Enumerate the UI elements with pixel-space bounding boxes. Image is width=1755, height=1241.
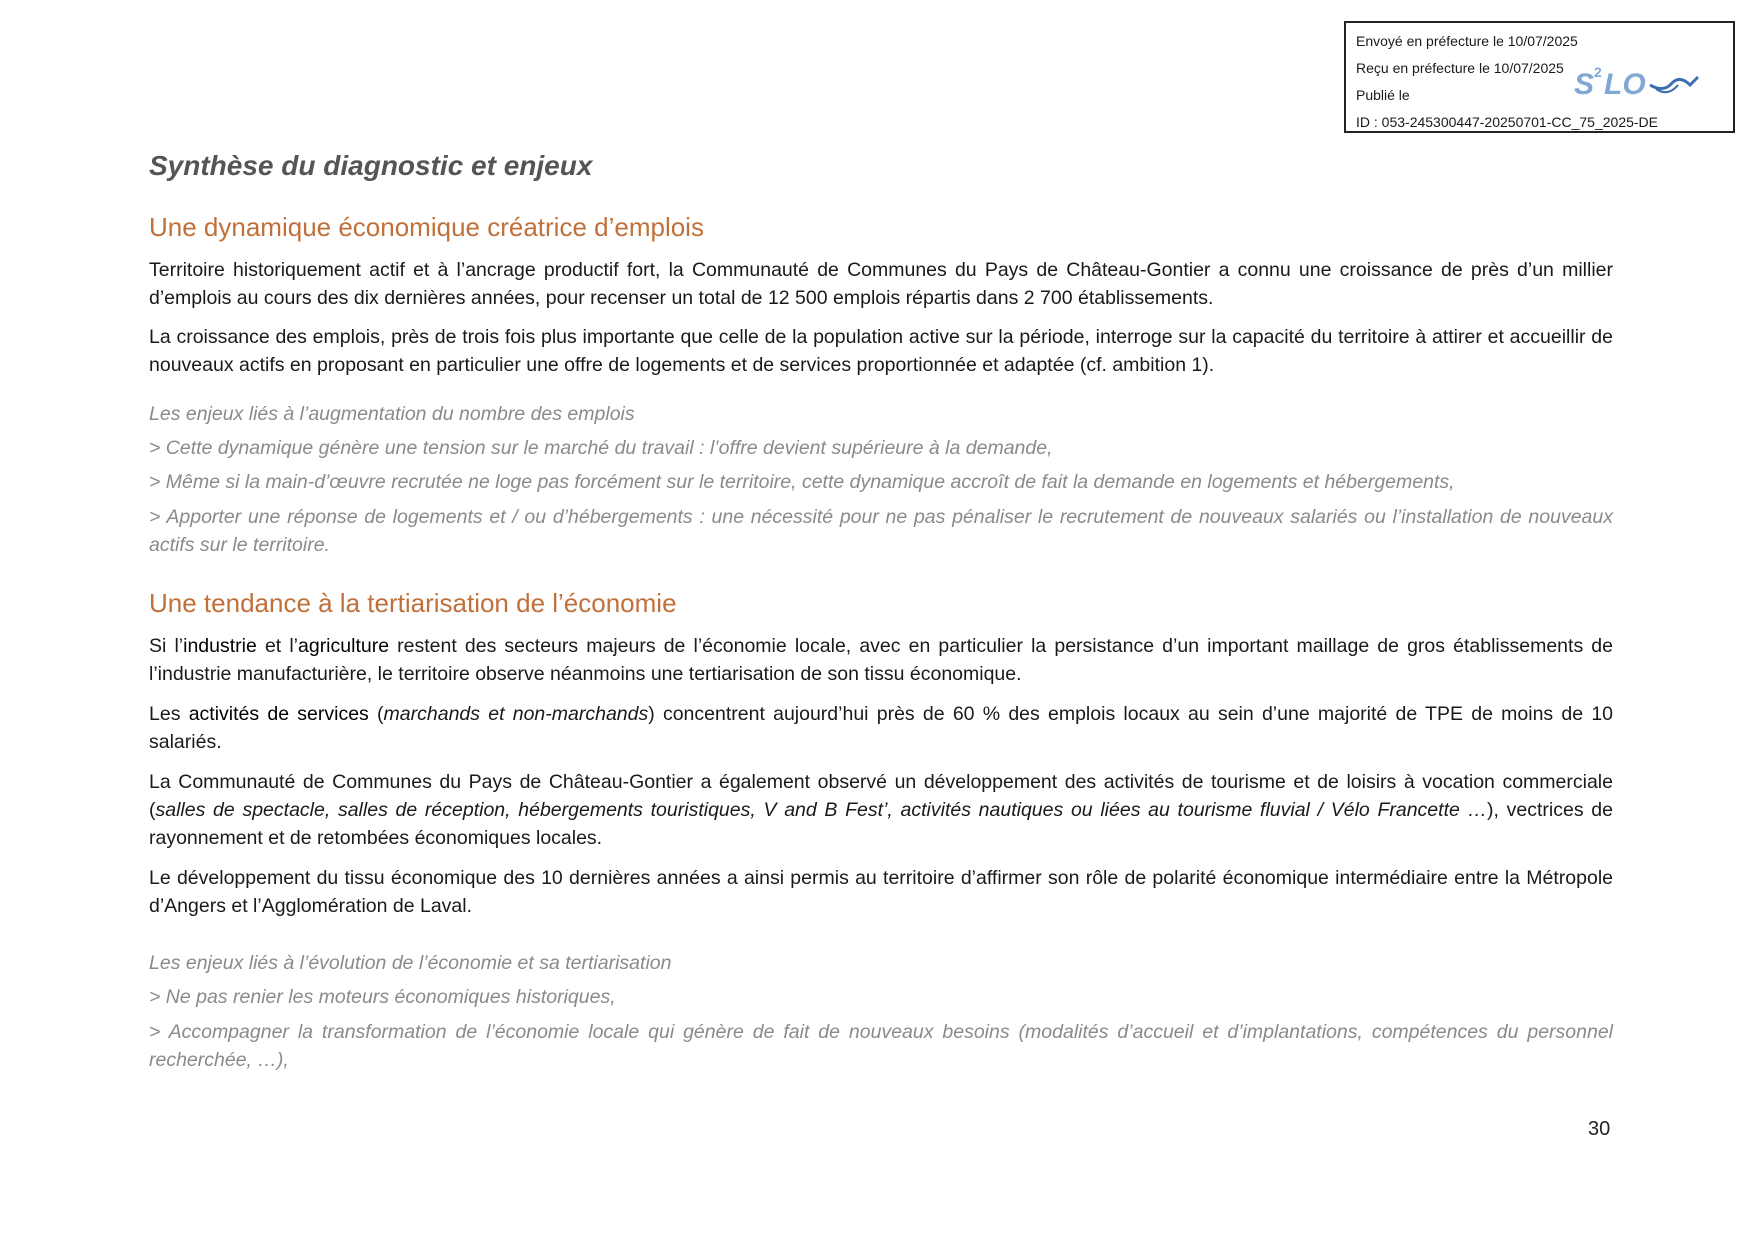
section1-heading: Une dynamique économique créatrice d’emplois [149,212,704,242]
svg-text:LO: LO [1604,68,1646,101]
section1-enjeux-title: Les enjeux liés à l’augmentation du nombre des emplois [149,403,635,425]
section2-paragraph-2: Les activités de services (marchands et non-marchands) concentrent aujourd’hui près de 60 % des emplois locaux au sein d’une majorité de TPE de moins de 10 salariés. [149,703,1614,753]
section1-enjeu-3: > Apporter une réponse de logements et / ou d’hébergements : une nécessité pour ne pas pénaliser le recrutement de nouveaux salariés ou l’installation de nouveaux actifs sur le territoire. [149,506,1613,556]
stamp-received: Reçu en préfecture le 10/07/2025 [1356,60,1564,76]
section1-paragraph-2: La croissance des emplois, près de trois fois plus importante que celle de la population active sur la période, interroge sur la capacité du territoire à attirer et accueillir de nouveaux actifs en proposant en particulier une offre de logements et de services proportionnée et adaptée (cf. ambition 1). [149,326,1613,376]
stamp-sent: Envoyé en préfecture le 10/07/2025 [1356,33,1578,49]
page-number: 30 [1588,1118,1611,1140]
section2-paragraph-3: La Communauté de Communes du Pays de Château-Gontier a également observé un développement des activités de tourisme et de loisirs à vocation commerciale (salles de spectacle, salles de réception, hébergements touristiques, V and B Fest’, activités nautiques ou liées au tourisme fluvial / Vélo Francette …), vectrices de rayonnement et de retombées économiques locales. [149,771,1613,849]
s2lo-logo [1572,63,1702,103]
section2-paragraph-1: Si l’industrie et l’agriculture restent des secteurs majeurs de l’économie locale, avec en particulier la persistance d’un important maillage de gros établissements de l’industrie manufacturière, le territoire observe néanmoins une tertiarisation de son tissu économique. [149,635,1614,685]
section1-paragraph-1: Territoire historiquement actif et à l’ancrage productif fort, la Communauté de Communes du Pays de Château-Gontier a connu une croissance de près d’un millier d’emplois au cours des dix dernières années, pour recenser un total de 12 500 emplois répartis dans 2 700 établissements. [149,259,1613,309]
section2-enjeu-2: > Accompagner la transformation de l’économie locale qui génère de fait de nouveaux besoins (modalités d’accueil et d’implantations, compétences du personnel recherchée, …), [149,1021,1613,1071]
section2-enjeux-title: Les enjeux liés à l’évolution de l’économie et sa tertiarisation [149,952,672,974]
svg-text:S: S [1574,68,1595,101]
stamp-id: ID : 053-245300447-20250701-CC_75_2025-DE [1356,114,1658,130]
section2-enjeu-1: > Ne pas renier les moteurs économiques historiques, [149,986,616,1008]
keyword-activites-services: activités de services [188,703,369,725]
section2-paragraph-4: Le développement du tissu économique des 10 dernières années a ainsi permis au territoire d’affirmer son rôle de polarité économique intermédiaire entre la Métropole d’Angers et l’Agglomération de Laval. [149,867,1613,917]
section1-enjeu-2: > Même si la main-d’œuvre recrutée ne loge pas forcément sur le territoire, cette dynamique accroît de fait la demande en logements et hébergements, [149,471,1455,493]
keyword-industrie: industrie [183,635,257,657]
svg-text:2: 2 [1594,64,1602,80]
keyword-agriculture: agriculture [298,635,390,657]
stamp-published: Publié le [1356,87,1410,103]
section1-enjeu-1: > Cette dynamique génère une tension sur le marché du travail : l’offre devient supérieure à la demande, [149,437,1053,459]
prefecture-stamp [1344,21,1735,133]
page-title: Synthèse du diagnostic et enjeux [149,150,593,181]
section2-heading: Une tendance à la tertiarisation de l’économie [149,588,677,618]
